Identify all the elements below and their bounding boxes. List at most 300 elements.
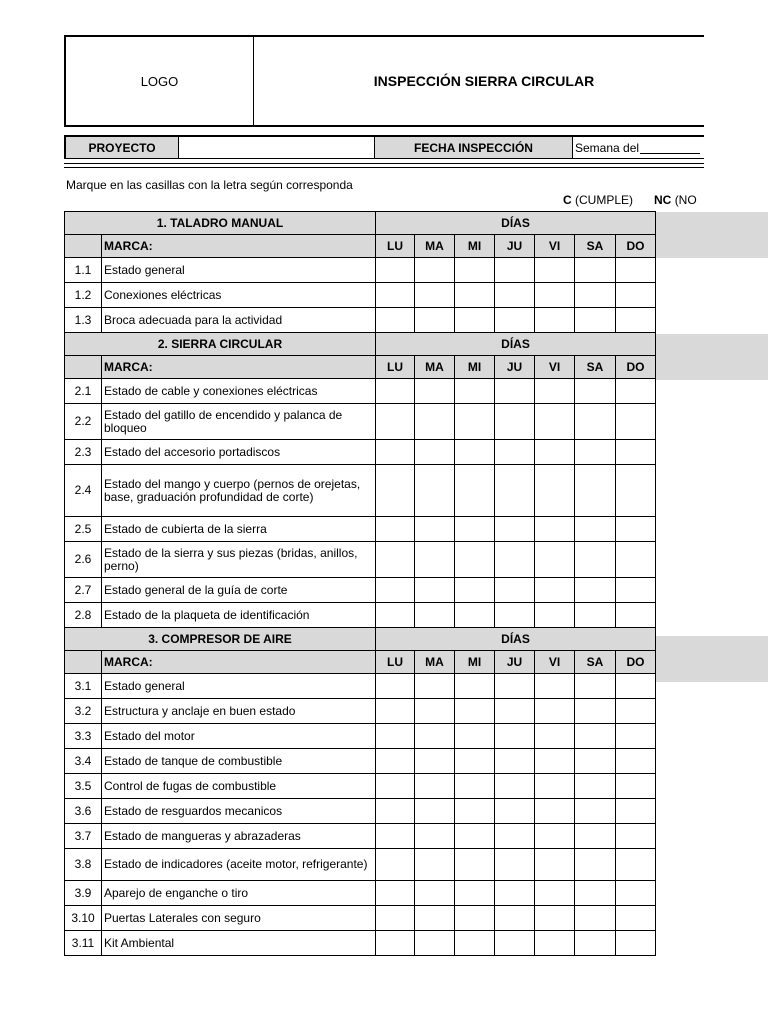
check-cell[interactable] [535,517,575,542]
check-cell[interactable] [616,849,656,881]
check-cell[interactable] [535,674,575,699]
item-number: 3.8 [65,849,102,881]
brand-label: MARCA: [102,356,376,379]
check-cell[interactable] [376,404,415,440]
item-description: Estado de mangueras y abrazaderas [102,824,376,849]
check-cell[interactable] [616,404,656,440]
item-number: 3.4 [65,749,102,774]
side-cell [656,603,706,628]
check-cell[interactable] [575,931,616,956]
check-cell[interactable] [376,749,415,774]
check-cell[interactable] [455,799,495,824]
checklist-row [65,906,706,931]
check-cell[interactable] [616,308,656,333]
check-cell[interactable] [415,308,455,333]
item-number: 2.6 [65,542,102,578]
check-cell[interactable] [415,465,455,517]
check-cell[interactable] [575,824,616,849]
check-cell[interactable] [415,699,455,724]
item-number: 1.3 [65,308,102,333]
check-cell[interactable] [495,824,535,849]
check-cell[interactable] [535,906,575,931]
check-cell[interactable] [575,308,616,333]
item-description: Estado del motor [102,724,376,749]
check-cell[interactable] [495,258,535,283]
week-field[interactable] [573,137,704,158]
item-description: Estructura y anclaje en buen estado [102,699,376,724]
week-label: Semana del [575,140,640,155]
check-cell[interactable] [376,931,415,956]
brand-row [65,651,706,674]
side-cell [656,333,706,356]
check-cell[interactable] [495,603,535,628]
side-cell [656,906,706,931]
check-cell[interactable] [616,542,656,578]
check-cell[interactable] [415,881,455,906]
brand-label: MARCA: [102,651,376,674]
check-cell[interactable] [495,799,535,824]
check-cell[interactable] [455,774,495,799]
check-cell[interactable] [535,699,575,724]
check-cell[interactable] [495,517,535,542]
day-header: MA [415,356,455,379]
check-cell[interactable] [455,931,495,956]
separator-lines [64,159,704,171]
item-number: 2.4 [65,465,102,517]
item-number: 2.2 [65,404,102,440]
check-cell[interactable] [415,578,455,603]
side-cell [656,283,706,308]
week-blank-line [640,142,700,154]
check-cell[interactable] [616,379,656,404]
check-cell[interactable] [535,603,575,628]
check-cell[interactable] [415,440,455,465]
item-number: 3.1 [65,674,102,699]
brand-label: MARCA: [102,235,376,258]
item-number: 2.7 [65,578,102,603]
check-cell[interactable] [495,699,535,724]
day-header: MI [455,651,495,674]
side-cell [656,628,706,651]
side-cell [656,824,706,849]
side-cell [656,235,706,258]
check-cell[interactable] [376,824,415,849]
inspection-date-label: FECHA INSPECCIÓN [375,137,573,158]
check-cell[interactable] [616,283,656,308]
check-cell[interactable] [616,258,656,283]
side-cell [656,542,706,578]
item-number: 3.3 [65,724,102,749]
check-cell[interactable] [415,258,455,283]
days-label: DÍAS [376,333,656,356]
item-description: Estado de resguardos mecanicos [102,799,376,824]
check-cell[interactable] [616,906,656,931]
check-cell[interactable] [495,849,535,881]
check-cell[interactable] [616,881,656,906]
check-cell[interactable] [575,578,616,603]
check-cell[interactable] [535,881,575,906]
check-cell[interactable] [575,379,616,404]
inspection-table [64,211,706,956]
check-cell[interactable] [575,774,616,799]
section-header-row [65,333,706,356]
side-cell [656,379,706,404]
item-description: Aparejo de enganche o tiro [102,881,376,906]
item-description: Estado de cable y conexiones eléctricas [102,379,376,404]
check-cell[interactable] [495,674,535,699]
check-cell[interactable] [575,258,616,283]
side-cell [656,404,706,440]
day-header: SA [575,651,616,674]
check-cell[interactable] [535,799,575,824]
item-description: Estado de tanque de combustible [102,749,376,774]
checklist-row [65,517,706,542]
day-header: MA [415,651,455,674]
check-cell[interactable] [616,749,656,774]
day-header: VI [535,235,575,258]
legend-no-cumple [654,193,697,207]
check-cell[interactable] [616,517,656,542]
check-cell[interactable] [376,774,415,799]
check-cell[interactable] [495,749,535,774]
item-number: 3.10 [65,906,102,931]
item-description: Kit Ambiental [102,931,376,956]
checklist-row [65,724,706,749]
check-cell[interactable] [455,749,495,774]
side-cell [656,699,706,724]
day-header: MA [415,235,455,258]
day-header: MI [455,235,495,258]
check-cell[interactable] [376,517,415,542]
item-number: 2.5 [65,517,102,542]
legend-nc-text: (NO [674,193,697,207]
form-header [64,35,704,127]
check-cell[interactable] [535,404,575,440]
check-cell[interactable] [495,881,535,906]
check-cell[interactable] [455,824,495,849]
check-cell[interactable] [455,440,495,465]
check-cell[interactable] [616,799,656,824]
check-cell[interactable] [455,699,495,724]
side-cell [656,749,706,774]
check-cell[interactable] [415,283,455,308]
checklist-row [65,578,706,603]
side-cell [656,799,706,824]
item-description: Estado general [102,258,376,283]
section-header-row [65,628,706,651]
check-cell[interactable] [495,404,535,440]
item-description: Estado del gatillo de encendido y palanca de bloqueo [102,404,376,440]
check-cell[interactable] [616,774,656,799]
checklist-row [65,931,706,956]
check-cell[interactable] [616,931,656,956]
check-cell[interactable] [535,440,575,465]
item-description: Conexiones eléctricas [102,283,376,308]
item-description: Estado general de la guía de corte [102,578,376,603]
check-cell[interactable] [575,881,616,906]
check-cell[interactable] [455,517,495,542]
instructions-text: Marque en las casillas con la letra según corresponda [66,178,353,192]
check-cell[interactable] [415,517,455,542]
day-header: VI [535,651,575,674]
check-cell[interactable] [415,542,455,578]
check-cell[interactable] [415,824,455,849]
check-cell[interactable] [376,906,415,931]
brand-row [65,356,706,379]
section-header-row [65,212,706,235]
item-number: 3.2 [65,699,102,724]
check-cell[interactable] [535,465,575,517]
days-label: DÍAS [376,212,656,235]
check-cell[interactable] [575,404,616,440]
check-cell[interactable] [415,931,455,956]
check-cell[interactable] [495,931,535,956]
check-cell[interactable] [575,799,616,824]
item-number: 1.1 [65,258,102,283]
item-number: 1.2 [65,283,102,308]
check-cell[interactable] [575,465,616,517]
checklist-row [65,881,706,906]
check-cell[interactable] [535,379,575,404]
check-cell[interactable] [535,931,575,956]
check-cell[interactable] [575,749,616,774]
check-cell[interactable] [535,578,575,603]
check-cell[interactable] [415,799,455,824]
checklist-row [65,849,706,881]
check-cell[interactable] [616,603,656,628]
checklist-row [65,308,706,333]
project-field[interactable] [179,137,375,158]
legend-cumple [563,193,633,207]
check-cell[interactable] [535,283,575,308]
check-cell[interactable] [616,724,656,749]
check-cell[interactable] [376,699,415,724]
check-cell[interactable] [415,724,455,749]
check-cell[interactable] [376,578,415,603]
checklist-row [65,699,706,724]
brand-num-cell [65,235,102,258]
day-header: LU [376,235,415,258]
check-cell[interactable] [415,379,455,404]
side-cell [656,308,706,333]
day-header: JU [495,235,535,258]
checklist-row [65,404,706,440]
side-cell [656,517,706,542]
day-header: SA [575,235,616,258]
check-cell[interactable] [535,308,575,333]
check-cell[interactable] [535,824,575,849]
side-cell [656,774,706,799]
check-cell[interactable] [455,379,495,404]
item-number: 3.11 [65,931,102,956]
check-cell[interactable] [495,379,535,404]
item-description: Estado de cubierta de la sierra [102,517,376,542]
check-cell[interactable] [535,849,575,881]
check-cell[interactable] [575,674,616,699]
checklist-row [65,440,706,465]
item-number: 3.6 [65,799,102,824]
project-row [64,135,704,159]
checklist-row [65,603,706,628]
check-cell[interactable] [455,674,495,699]
check-cell[interactable] [376,799,415,824]
check-cell[interactable] [575,724,616,749]
logo-placeholder: LOGO [66,37,254,125]
item-description: Broca adecuada para la actividad [102,308,376,333]
check-cell[interactable] [455,258,495,283]
check-cell[interactable] [455,542,495,578]
check-cell[interactable] [616,465,656,517]
check-cell[interactable] [376,440,415,465]
item-description: Estado del mango y cuerpo (pernos de orejetas, base, graduación profundidad de corte) [102,465,376,517]
check-cell[interactable] [415,674,455,699]
item-number: 2.8 [65,603,102,628]
check-cell[interactable] [575,440,616,465]
check-cell[interactable] [455,906,495,931]
checklist-row [65,258,706,283]
check-cell[interactable] [575,603,616,628]
checklist-row [65,283,706,308]
check-cell[interactable] [495,440,535,465]
side-cell [656,724,706,749]
item-description: Puertas Laterales con seguro [102,906,376,931]
check-cell[interactable] [376,724,415,749]
legend-c-code: C [563,193,572,207]
day-header: LU [376,651,415,674]
side-cell [656,674,706,699]
project-label: PROYECTO [66,137,179,158]
check-cell[interactable] [415,906,455,931]
section-title: 2. SIERRA CIRCULAR [65,333,376,356]
item-description: Estado de la plaqueta de identificación [102,603,376,628]
check-cell[interactable] [415,404,455,440]
check-cell[interactable] [376,881,415,906]
check-cell[interactable] [616,440,656,465]
check-cell[interactable] [535,749,575,774]
item-description: Estado general [102,674,376,699]
check-cell[interactable] [616,578,656,603]
days-label: DÍAS [376,628,656,651]
check-cell[interactable] [376,465,415,517]
side-cell [656,849,706,881]
item-description: Estado del accesorio portadiscos [102,440,376,465]
check-cell[interactable] [535,542,575,578]
check-cell[interactable] [415,749,455,774]
check-cell[interactable] [616,699,656,724]
check-cell[interactable] [535,774,575,799]
check-cell[interactable] [575,542,616,578]
checklist-row [65,824,706,849]
brand-num-cell [65,651,102,674]
check-cell[interactable] [495,774,535,799]
check-cell[interactable] [575,849,616,881]
check-cell[interactable] [415,849,455,881]
item-number: 3.9 [65,881,102,906]
check-cell[interactable] [575,517,616,542]
side-cell [656,465,706,517]
check-cell[interactable] [575,283,616,308]
day-header: LU [376,356,415,379]
item-number: 2.1 [65,379,102,404]
check-cell[interactable] [455,308,495,333]
check-cell[interactable] [616,674,656,699]
check-cell[interactable] [376,379,415,404]
section-title: 1. TALADRO MANUAL [65,212,376,235]
check-cell[interactable] [535,258,575,283]
check-cell[interactable] [455,603,495,628]
item-description: Estado de indicadores (aceite motor, refrigerante) [102,849,376,881]
day-header: JU [495,356,535,379]
side-cell [656,931,706,956]
check-cell[interactable] [495,283,535,308]
day-header: DO [616,651,656,674]
check-cell[interactable] [575,906,616,931]
check-cell[interactable] [455,283,495,308]
check-cell[interactable] [495,542,535,578]
checklist-row [65,749,706,774]
item-description: Estado de la sierra y sus piezas (bridas, anillos, perno) [102,542,376,578]
check-cell[interactable] [535,724,575,749]
side-cell [656,212,706,235]
check-cell[interactable] [495,906,535,931]
check-cell[interactable] [495,465,535,517]
check-cell[interactable] [575,699,616,724]
side-cell [656,881,706,906]
check-cell[interactable] [455,465,495,517]
check-cell[interactable] [455,849,495,881]
check-cell[interactable] [455,881,495,906]
check-cell[interactable] [455,578,495,603]
side-cell [656,356,706,379]
side-cell [656,258,706,283]
form-title: INSPECCIÓN SIERRA CIRCULAR [373,73,595,89]
checklist-row [65,674,706,699]
checklist-row [65,774,706,799]
check-cell[interactable] [376,542,415,578]
check-cell[interactable] [455,724,495,749]
item-number: 2.3 [65,440,102,465]
check-cell[interactable] [376,849,415,881]
day-header: JU [495,651,535,674]
check-cell[interactable] [495,308,535,333]
check-cell[interactable] [376,283,415,308]
check-cell[interactable] [415,774,455,799]
checklist-row [65,542,706,578]
item-description: Control de fugas de combustible [102,774,376,799]
check-cell[interactable] [495,578,535,603]
check-cell[interactable] [376,603,415,628]
check-cell[interactable] [455,404,495,440]
check-cell[interactable] [415,603,455,628]
check-cell[interactable] [376,674,415,699]
checklist-row [65,465,706,517]
legend-nc-code: NC [654,193,672,207]
check-cell[interactable] [376,308,415,333]
day-header: DO [616,235,656,258]
check-cell[interactable] [376,258,415,283]
check-cell[interactable] [495,724,535,749]
item-number: 3.5 [65,774,102,799]
item-number: 3.7 [65,824,102,849]
side-cell [656,651,706,674]
legend-c-text: (CUMPLE) [575,193,634,207]
day-header: DO [616,356,656,379]
side-cell [656,578,706,603]
brand-num-cell [65,356,102,379]
day-header: SA [575,356,616,379]
day-header: MI [455,356,495,379]
check-cell[interactable] [616,824,656,849]
